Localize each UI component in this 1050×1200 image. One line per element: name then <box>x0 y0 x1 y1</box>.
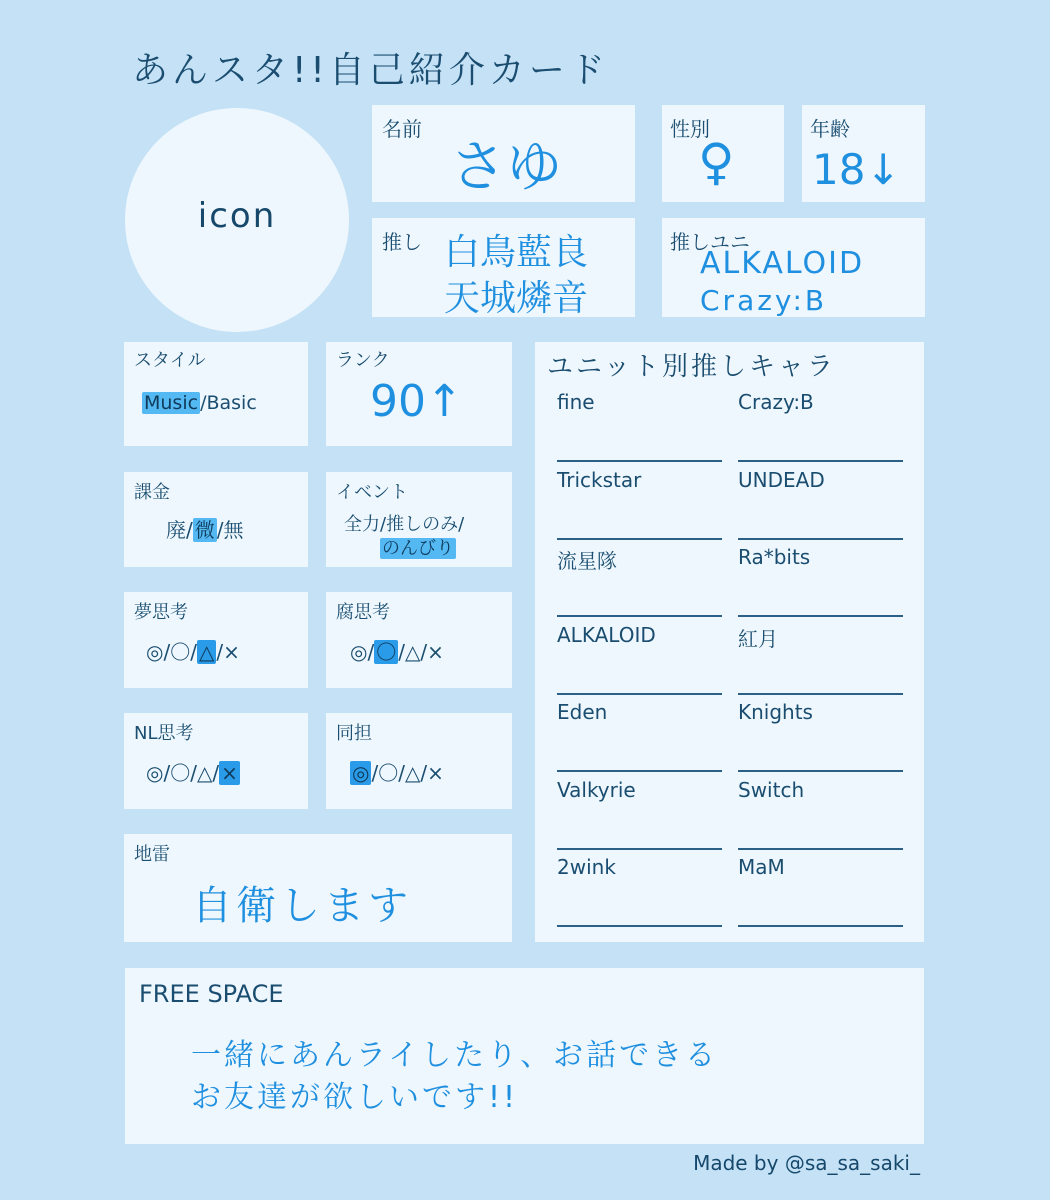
dotan-sep-1: / <box>371 761 379 785</box>
oshi-unit-line1: ALKALOID <box>700 246 865 281</box>
nl-opt-d: × <box>221 761 238 785</box>
style-opt-music: Music <box>144 392 199 414</box>
event-label: イベント <box>336 482 408 503</box>
unit-answer-line <box>557 615 722 617</box>
rank-value: 90↑ <box>370 376 463 427</box>
unit-name: Knights <box>738 700 813 724</box>
unit-answer-line <box>738 693 903 695</box>
unit-answer-line <box>557 538 722 540</box>
card-title: あんスタ!!自己紹介カード <box>132 50 609 91</box>
event-line2 <box>380 534 456 560</box>
nl-opt-c: △ <box>196 761 213 785</box>
name-value: さゆ <box>450 135 562 200</box>
fu-options <box>350 636 444 665</box>
fu-box <box>326 592 512 688</box>
nl-sep-2: / <box>190 761 197 785</box>
kakin-box <box>124 472 308 567</box>
event-line1: 全力/推しのみ/ <box>344 514 465 535</box>
oshi-unit-label: 推しユニ <box>670 230 750 254</box>
unit-answer-line <box>557 770 722 772</box>
style-label: スタイル <box>134 350 206 371</box>
unit-answer-line <box>738 615 903 617</box>
age-label: 年齢 <box>810 117 850 141</box>
nl-sep-1: / <box>163 761 171 785</box>
yume-opt-a: ◎ <box>146 640 164 664</box>
oshi-box <box>372 218 635 317</box>
unit-answer-line <box>557 848 722 850</box>
event-box <box>326 472 512 567</box>
oshi-line1: 白鳥藍良 <box>444 232 589 273</box>
gender-label: 性別 <box>670 117 710 141</box>
units-label: ユニット別推しキャラ <box>547 352 836 382</box>
unit-name: Trickstar <box>557 467 642 492</box>
kakin-sep-1: / <box>186 518 193 542</box>
dotan-opt-b: 〇 <box>378 761 399 785</box>
fu-sep-2: / <box>398 640 405 664</box>
units-box <box>535 342 924 942</box>
unit-answer-line <box>738 770 903 772</box>
dotan-sep-2: / <box>398 761 405 785</box>
jirai-box <box>124 834 512 942</box>
dotan-label: 同担 <box>336 723 372 744</box>
unit-answer-line <box>738 460 903 462</box>
dotan-sep-3: / <box>420 761 428 785</box>
jirai-label: 地雷 <box>134 844 170 865</box>
fu-label: 腐思考 <box>336 602 390 623</box>
dotan-opt-c: △ <box>404 761 421 785</box>
oshi-label: 推し <box>382 230 422 254</box>
style-box <box>124 342 308 446</box>
nl-box <box>124 713 308 809</box>
rank-label: ランク <box>336 350 390 371</box>
event-opt-nonbiri: のんびり <box>382 538 454 559</box>
unit-name: ALKALOID <box>557 622 656 647</box>
gender-value: ♀ <box>698 133 735 191</box>
yume-label: 夢思考 <box>134 602 188 623</box>
kakin-sep-2: / <box>216 518 224 542</box>
kakin-opt-mu: 無 <box>223 518 244 542</box>
kakin-label: 課金 <box>134 482 170 503</box>
unit-answer-line <box>738 848 903 850</box>
yume-sep-2: / <box>190 640 197 664</box>
jirai-value: 自衛します <box>192 883 412 929</box>
nl-opt-b: 〇 <box>170 761 191 785</box>
fu-opt-d: × <box>427 640 444 664</box>
yume-sep-1: / <box>163 640 171 664</box>
age-value: 18↓ <box>812 145 901 194</box>
unit-name: fine <box>557 390 595 414</box>
oshi-unit-box <box>662 218 925 317</box>
name-label: 名前 <box>382 117 422 141</box>
unit-name: 流星隊 <box>557 549 617 573</box>
unit-answer-line <box>738 925 903 927</box>
icon-placeholder <box>125 108 349 332</box>
icon-placeholder-label: icon <box>197 196 277 236</box>
free-space-line2: お友達が欲しいです!! <box>191 1080 519 1115</box>
unit-name: Valkyrie <box>557 777 636 802</box>
style-opt-basic: Basic <box>206 392 257 414</box>
rank-box <box>326 342 512 446</box>
dotan-opt-a: ◎ <box>352 761 370 785</box>
yume-box <box>124 592 308 688</box>
oshi-line2: 天城燐音 <box>444 278 589 319</box>
unit-name: Switch <box>738 777 805 802</box>
unit-name: Ra*bits <box>738 545 811 569</box>
name-box <box>372 105 635 202</box>
age-box <box>802 105 925 202</box>
kakin-opt-hai: 廃 <box>166 518 186 542</box>
unit-answer-line <box>557 693 722 695</box>
yume-opt-b: 〇 <box>170 640 191 664</box>
unit-name: 2wink <box>557 855 616 879</box>
unit-name: MaM <box>738 855 785 879</box>
fu-opt-b: 〇 <box>376 640 397 664</box>
fu-opt-a: ◎ <box>350 640 368 664</box>
unit-name: UNDEAD <box>738 467 825 492</box>
yume-options <box>146 636 240 665</box>
unit-name: Eden <box>557 700 608 724</box>
style-options <box>142 392 257 414</box>
nl-label: NL思考 <box>134 723 194 744</box>
yume-opt-d: × <box>223 640 240 664</box>
unit-name: 紅月 <box>738 626 778 651</box>
yume-sep-3: / <box>216 640 224 664</box>
credit: Made by @sa_sa_saki_ <box>693 1151 920 1175</box>
dotan-opt-d: × <box>427 761 444 785</box>
nl-options <box>146 757 240 786</box>
yume-opt-c: △ <box>198 640 215 664</box>
free-space-box <box>125 968 924 1144</box>
kakin-opt-bi: 微 <box>194 518 215 542</box>
dotan-box <box>326 713 512 809</box>
kakin-options <box>166 514 244 543</box>
nl-opt-a: ◎ <box>146 761 164 785</box>
oshi-unit-line2: Crazy:B <box>700 284 828 317</box>
fu-sep-3: / <box>420 640 428 664</box>
dotan-options <box>350 757 444 786</box>
unit-answer-line <box>557 460 722 462</box>
gender-box <box>662 105 784 202</box>
unit-answer-line <box>557 925 722 927</box>
fu-sep-1: / <box>367 640 375 664</box>
unit-answer-line <box>738 538 903 540</box>
free-space-label: FREE SPACE <box>139 980 284 1008</box>
style-sep: / <box>200 392 207 414</box>
unit-name: Crazy:B <box>738 390 814 414</box>
fu-opt-c: △ <box>404 640 421 664</box>
nl-sep-3: / <box>212 761 220 785</box>
free-space-line1: 一緒にあんライしたり、お話できる <box>191 1038 719 1073</box>
